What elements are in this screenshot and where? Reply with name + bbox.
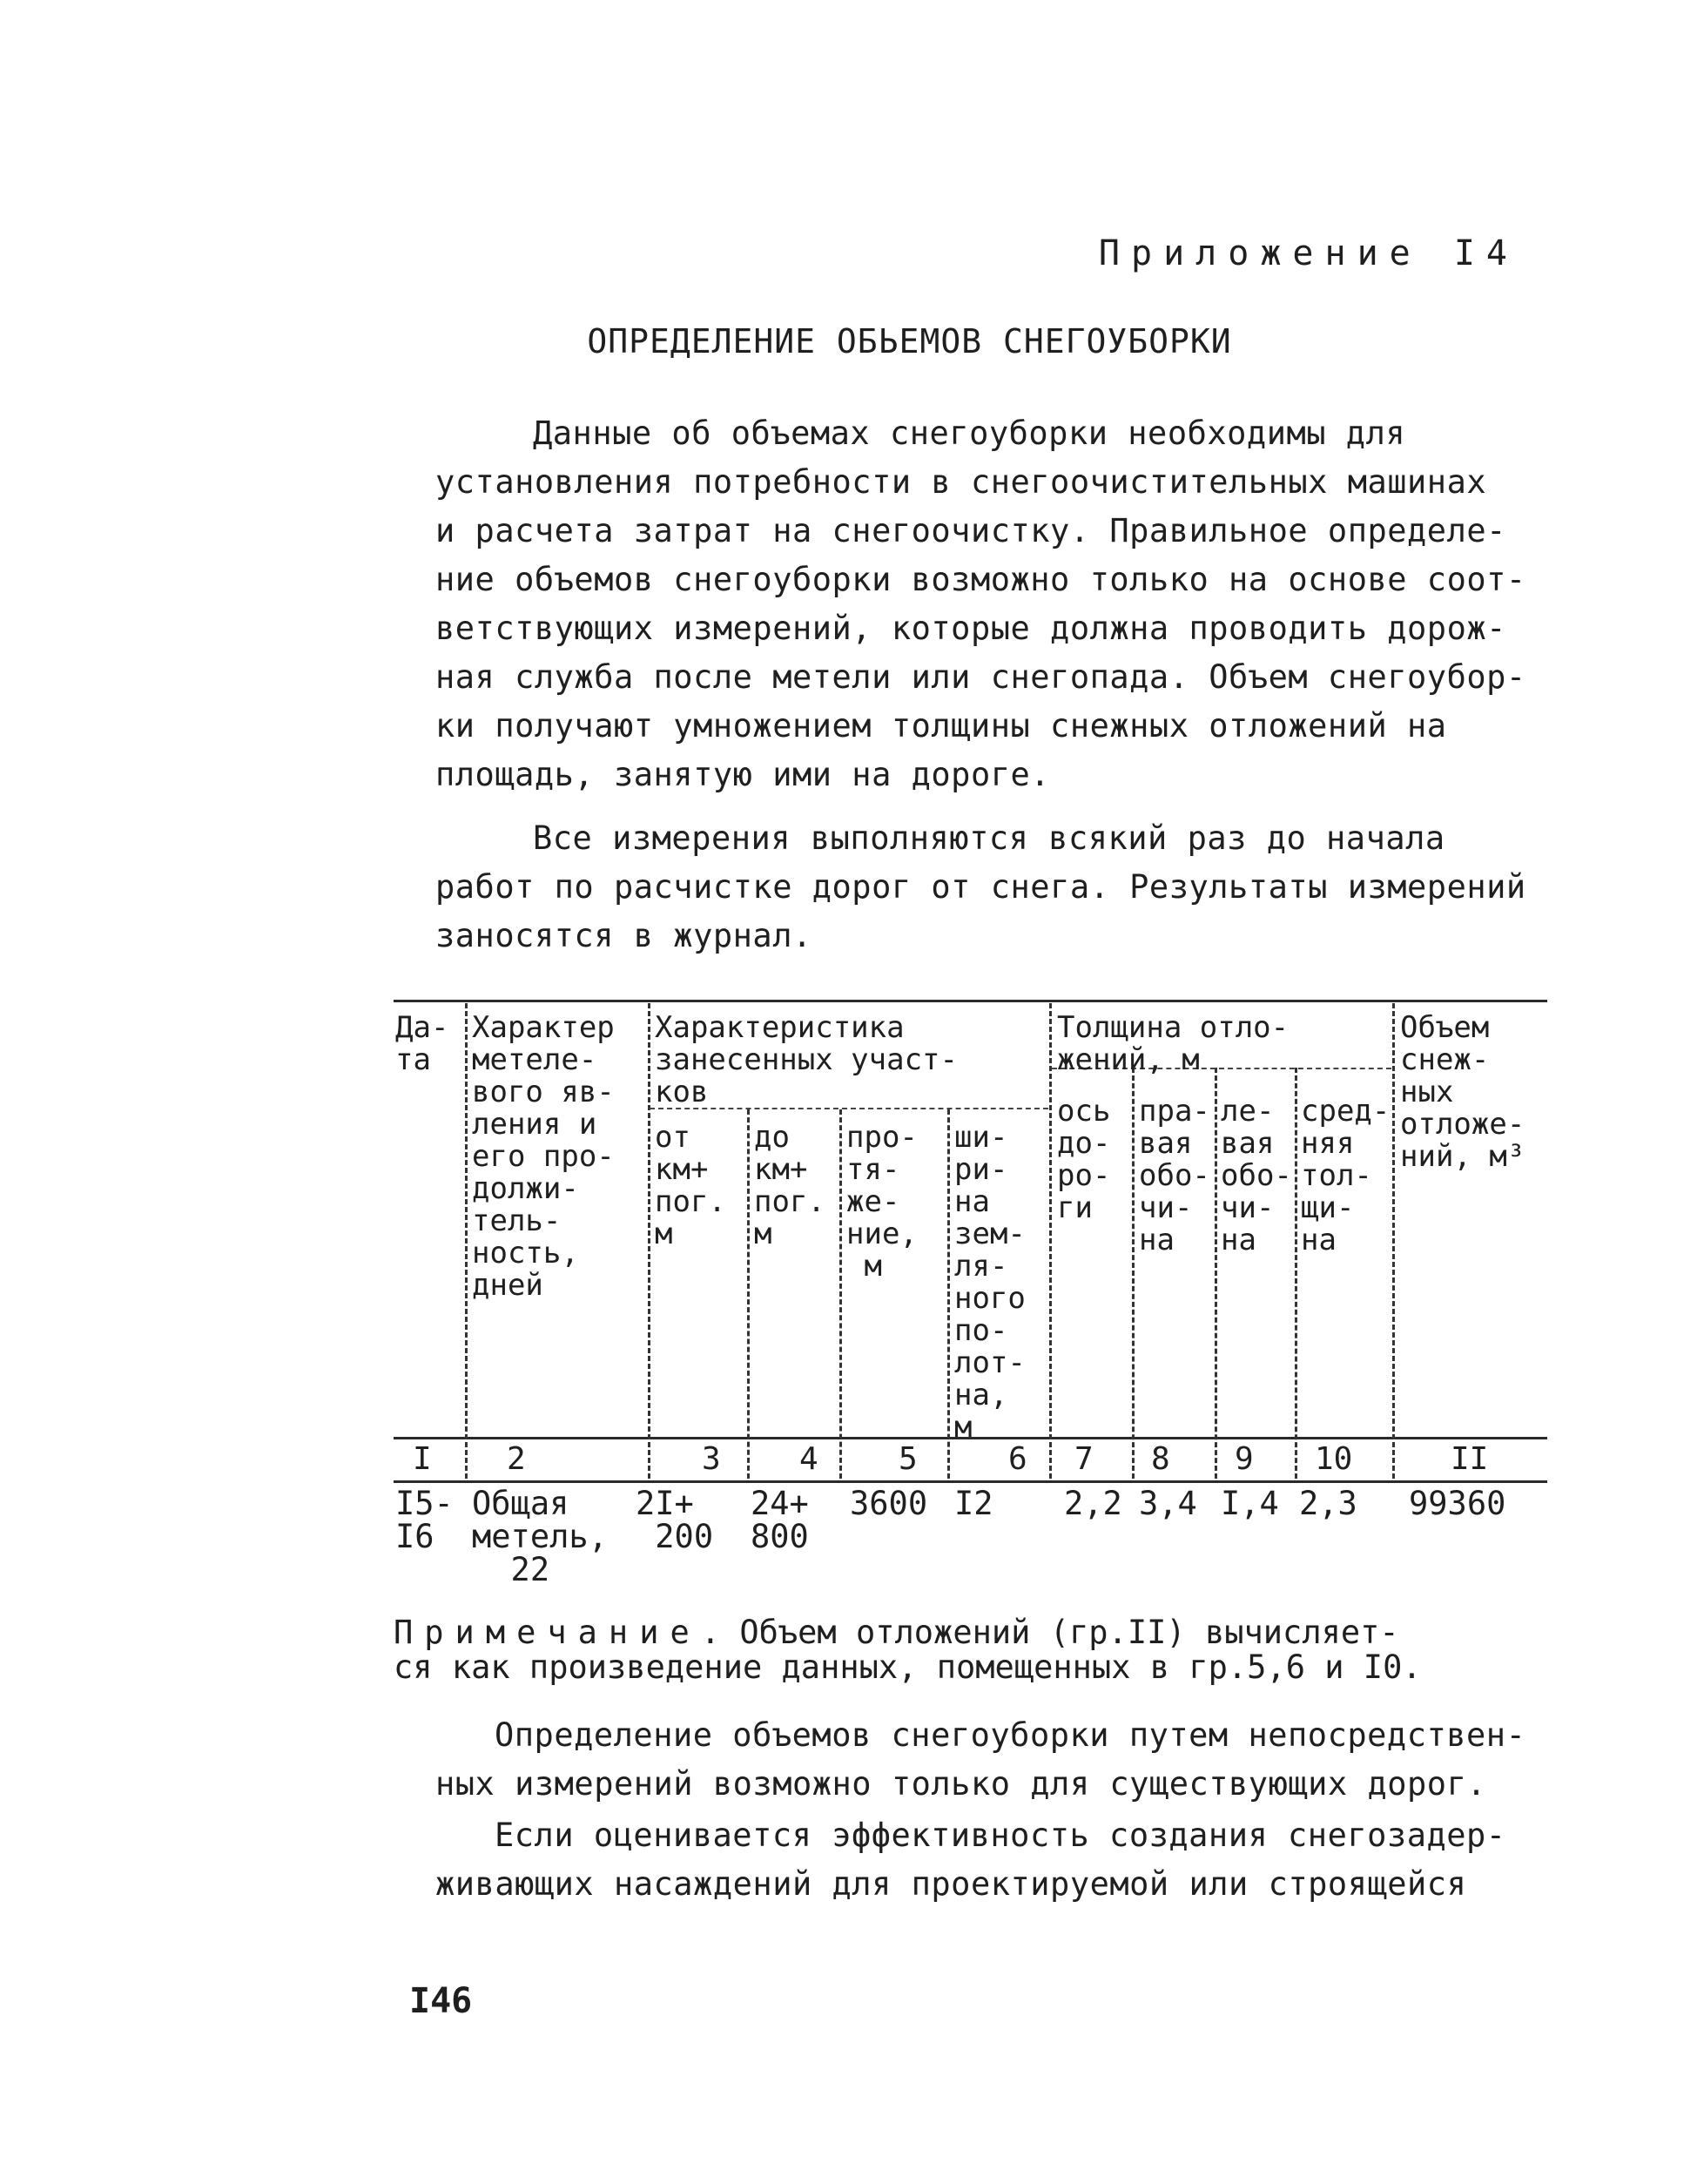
paragraph-line: Данные об объемах снегоуборки необходимы для: [533, 415, 1406, 452]
header-avg-thickness: сред- няя тол- щи- на: [1301, 1094, 1391, 1257]
header-right-shoulder: пра- вая обо- чи- на: [1139, 1094, 1210, 1257]
cell-volume: 99360: [1409, 1485, 1506, 1522]
column-number: 2: [507, 1441, 526, 1477]
column-divider: [947, 1109, 950, 1479]
cell-left-shoulder: I,4: [1221, 1485, 1279, 1522]
paragraph-line: Если оценивается эффективность создания снегозадер-: [495, 1817, 1506, 1854]
cell-width: I2: [954, 1485, 993, 1522]
column-divider: [1132, 1068, 1135, 1479]
paragraph-line: живающих насаждений для проектируемой или строящейся: [435, 1865, 1467, 1903]
paragraph-line: работ по расчистке дорог от снега. Результаты измерений: [435, 868, 1526, 906]
note-lead: Примечание: [394, 1614, 701, 1651]
header-width: ши- ри- на зем- ля- ного по- лот- на, м: [954, 1120, 1026, 1445]
column-number: 6: [1008, 1441, 1027, 1477]
header-volume: Объем снеж- ных отложе- ний, м³: [1400, 1010, 1525, 1174]
column-number: 5: [899, 1441, 918, 1477]
paragraph-line: Все измерения выполняются всякий раз до начала: [533, 819, 1445, 857]
header-sections-group: Характеристика занесенных участ- ков: [655, 1010, 958, 1109]
header-road-axis: ось до- ро- ги: [1057, 1094, 1111, 1225]
cell-avg-thickness: 2,3: [1299, 1485, 1357, 1522]
column-divider: [1049, 1003, 1052, 1479]
paragraph-line: ние объемов снегоуборки возможно только на основе соот-: [435, 561, 1526, 598]
paragraph-line: ки получают умножением толщины снежных отложений на: [435, 707, 1447, 745]
paragraph-line: площадь, занятую ими на дороге.: [435, 756, 1051, 793]
paragraph-2: [435, 814, 1559, 961]
cell-road-axis: 2,2: [1064, 1485, 1122, 1522]
column-number: 4: [799, 1441, 818, 1477]
header-date: Да- та: [395, 1010, 449, 1077]
header-to-km: до км+ пог. м: [754, 1120, 825, 1251]
column-divider: [465, 1003, 468, 1479]
column-divider: [648, 1003, 650, 1479]
table-note: [394, 1615, 1552, 1685]
column-number: 10: [1315, 1441, 1353, 1477]
column-divider: [839, 1109, 842, 1479]
column-divider: [1392, 1003, 1395, 1479]
column-number: 7: [1074, 1441, 1094, 1477]
column-divider: [1215, 1068, 1217, 1479]
cell-date: I5- I6: [395, 1485, 454, 1555]
paragraph-4: [435, 1811, 1559, 1909]
column-number: 9: [1235, 1441, 1254, 1477]
paragraph-1: [435, 409, 1559, 799]
header-from-km: от км+ пог. м: [655, 1120, 726, 1251]
column-divider: [1295, 1068, 1297, 1479]
table-top-rule: [394, 1000, 1547, 1002]
measurement-table: [394, 1000, 1547, 1588]
header-left-shoulder: ле- вая обо- чи- на: [1221, 1094, 1292, 1257]
cell-to-km: 24+ 800: [751, 1485, 809, 1555]
cell-character: Общая метель, 22: [472, 1485, 608, 1588]
cell-length: 3600: [850, 1485, 928, 1522]
paragraph-line: Определение объемов снегоуборки путем непосредствен-: [495, 1716, 1526, 1754]
header-thickness-group: Толщина отло- жений, м: [1057, 1010, 1290, 1077]
note-text: . Объем отложений (гр.II) вычисляет-: [700, 1614, 1399, 1651]
note-text: ся как произведение данных, помещенных в гр.5,6 и I0.: [394, 1648, 1422, 1686]
page-title: ОПРЕДЕЛЕНИЕ ОБЬЕМОВ СНЕГОУБОРКИ: [587, 322, 1232, 361]
header-length: про- тя- же- ние, м: [846, 1120, 918, 1284]
column-number: II: [1451, 1441, 1489, 1477]
paragraph-line: ная служба после метели или снегопада. Объем снегоубор-: [435, 658, 1526, 696]
paragraph-3: [435, 1711, 1559, 1809]
paragraph-line: установления потребности в снегоочистительных машинах: [435, 463, 1487, 501]
cell-right-shoulder: 3,4: [1139, 1485, 1197, 1522]
table-numbers-rule: [394, 1480, 1547, 1483]
paragraph-line: ветствующих измерений, которые должна проводить дорож-: [435, 610, 1506, 647]
cell-from-km: 2I+ 200: [636, 1485, 714, 1555]
column-number: 8: [1151, 1441, 1170, 1477]
header-character: Характер метеле- вого яв- ления и его про- должи- тель- ность, дней: [472, 1010, 615, 1303]
paragraph-line: и расчета затрат на снегоочистку. Правильное определе-: [435, 512, 1506, 549]
page-number: I46: [409, 1981, 473, 2021]
column-number: 3: [702, 1441, 721, 1477]
paragraph-line: заносятся в журнал.: [435, 917, 812, 954]
appendix-label: Приложение I4: [1098, 233, 1519, 273]
column-divider: [747, 1109, 750, 1479]
column-number: I: [413, 1441, 432, 1477]
paragraph-line: ных измерений возможно только для существующих дорог.: [435, 1765, 1487, 1803]
